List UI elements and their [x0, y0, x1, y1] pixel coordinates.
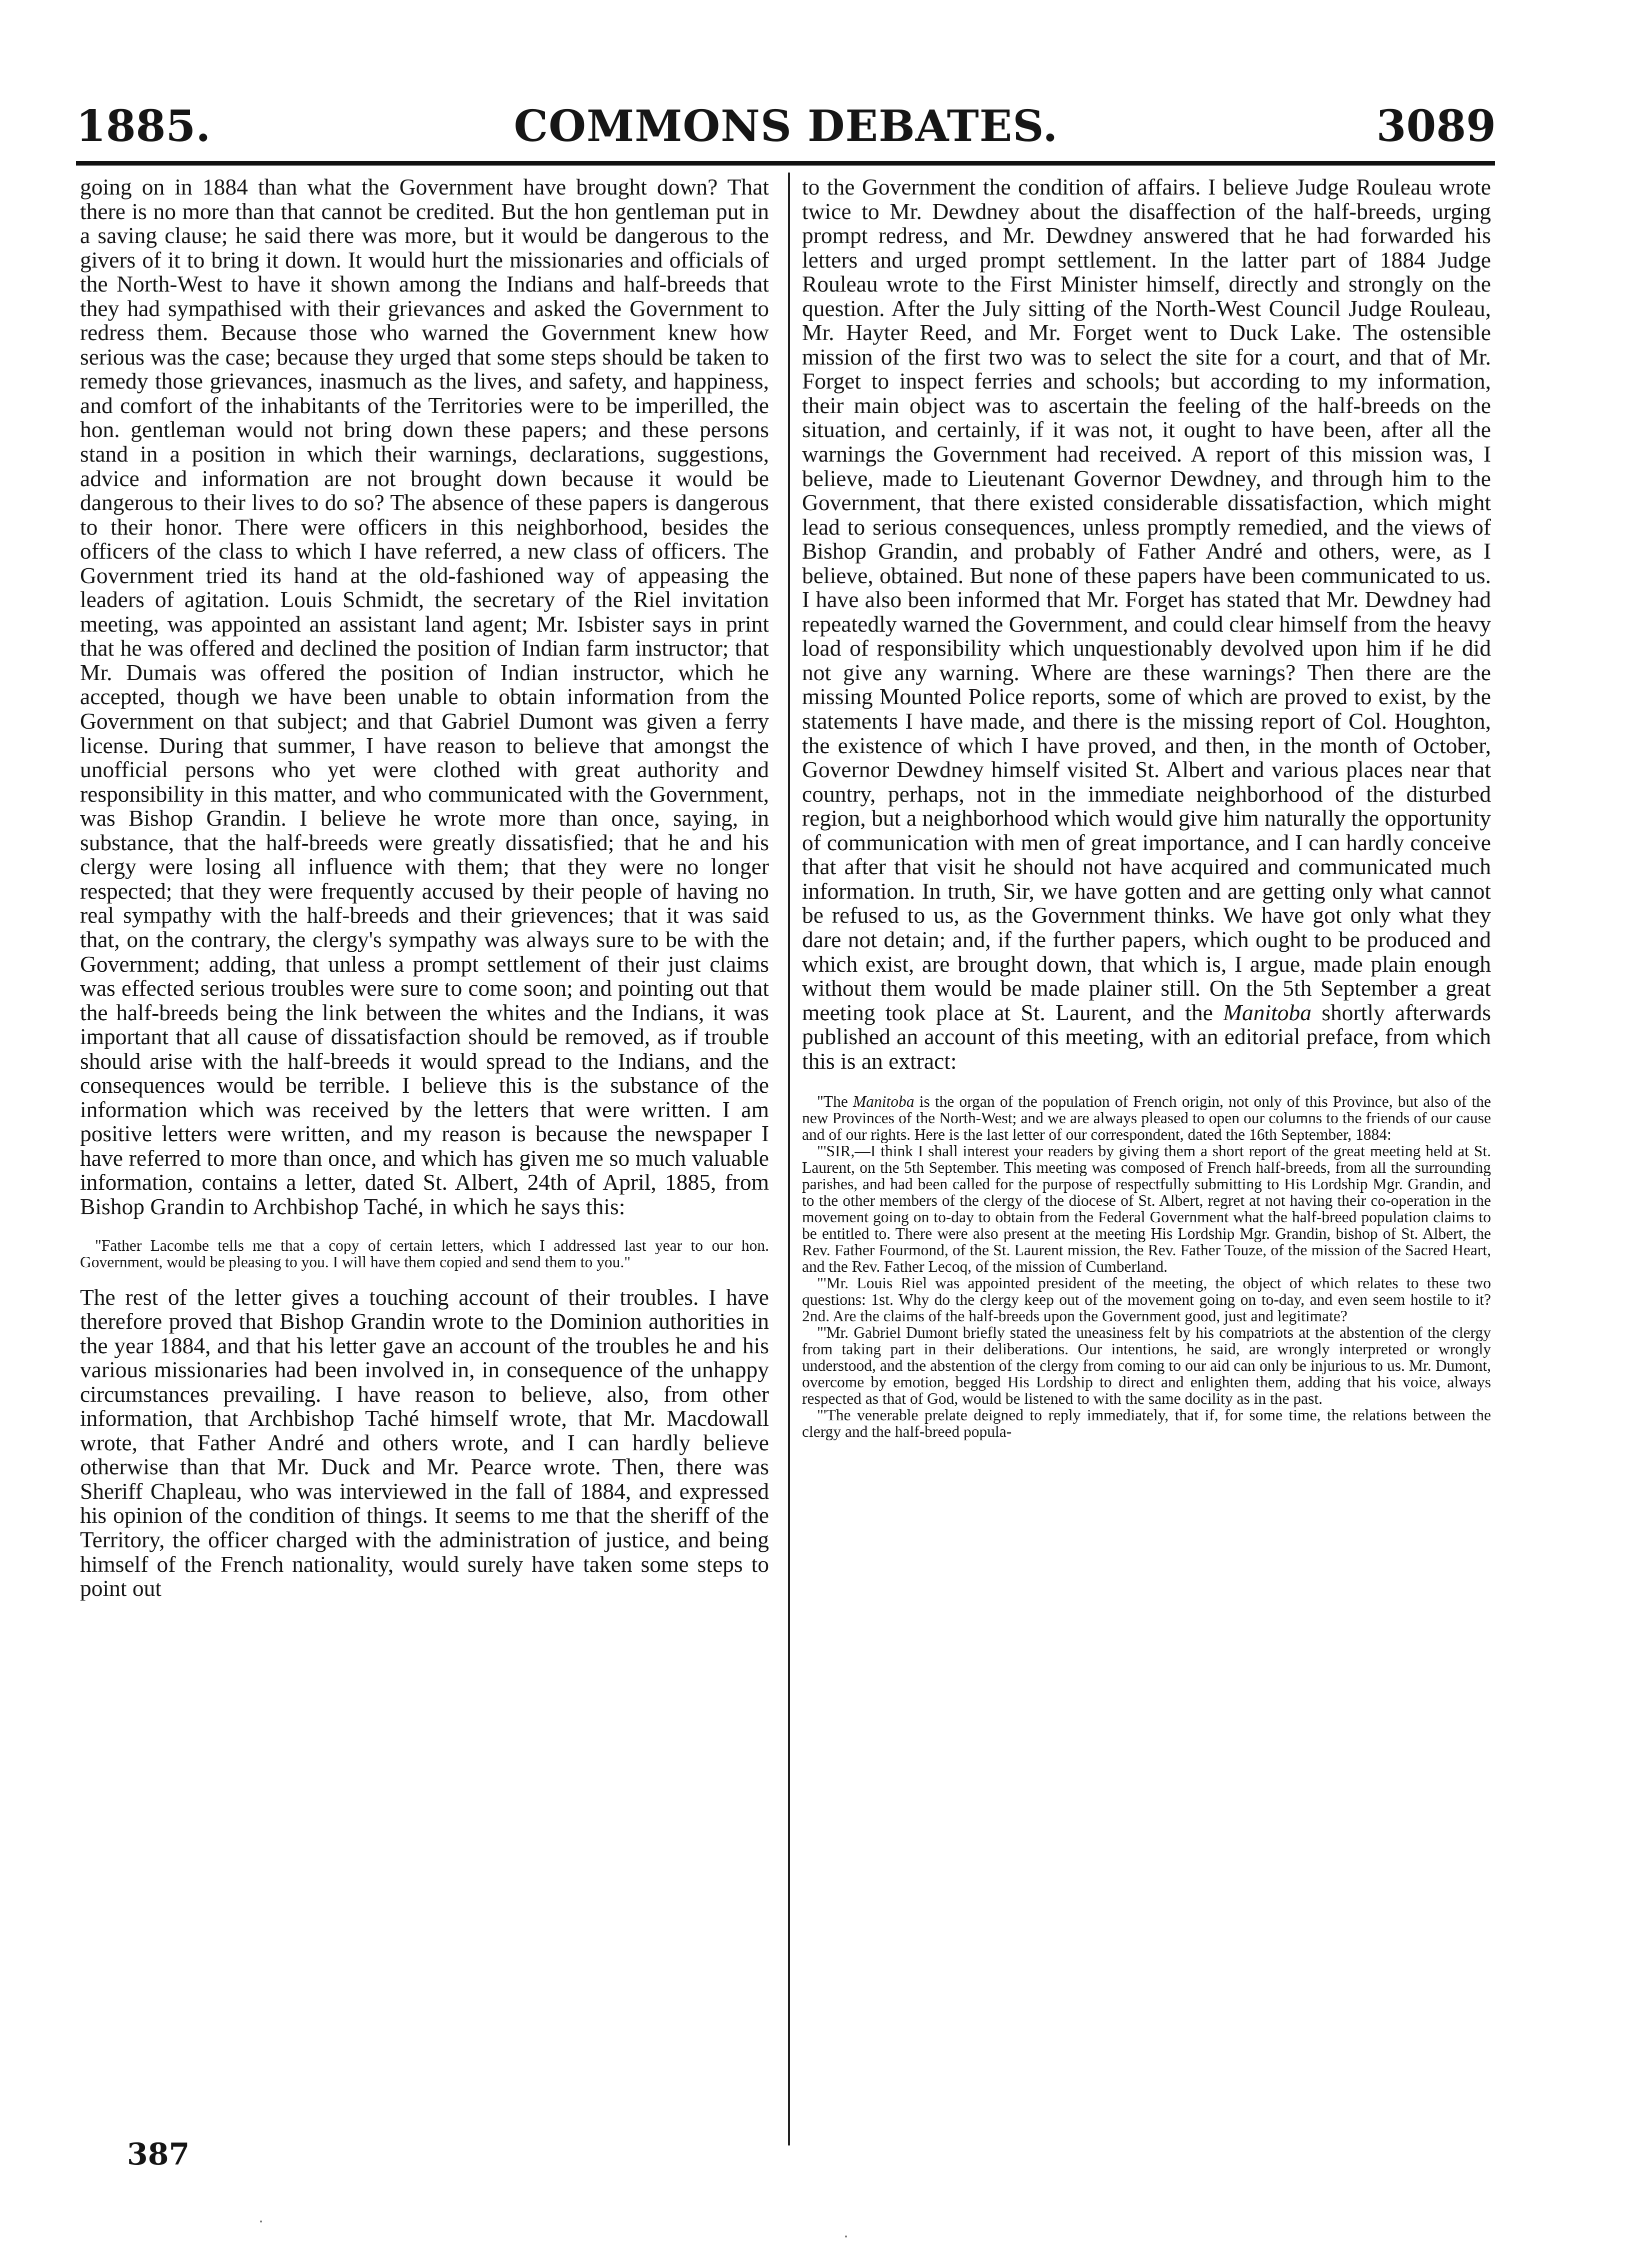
left-quote-block — [80, 1237, 769, 1270]
quote-intro-start: "The — [817, 1093, 848, 1111]
header-year: 1885. — [76, 101, 211, 152]
page-speck — [845, 2235, 847, 2237]
right-paragraph-1-end: shortly afterwards published an account of this meeting, with an editorial preface, from which this is an extract: — [802, 999, 1491, 1074]
quote-newspaper-name: Manitoba — [853, 1093, 914, 1111]
quote-paragraph-4: "'Mr. Gabriel Dumont briefly stated the uneasiness felt by his compatriots at the abstention of the clergy from taking part in their deliberations. Our intentions, he said, are wrongly interpreted or wrongly understood, and the abstention of the clergy from coming to our aid can only be injurious to us. Mr. Dumont, overcome by emotion, begged His Lordship to direct and enlighten them, adding that his voice, always respected as that of God, would be listened to with the same docility as in the past. — [802, 1324, 1491, 1408]
right-quote-block — [802, 1093, 1491, 1440]
left-paragraph-1: going on in 1884 than what the Government have brought down? That there is no more than that cannot be credited. But the hon gentleman put in a saving clause; he said there was more, but it would be dangerous to the givers of it to bring it down. It would hurt the missionaries and officials of the North-West to have it shown among the Indians and half-breeds that they had sympathised with their grievances and asked the Government to redress them. Because those who warned the Government knew how serious was the case; because they urged that some steps should be taken to remedy those grievances, inasmuch as the lives, and safety, and happiness, and comfort of the inhabitants of the Territories were to be imperilled, the hon. gentleman would not bring down these papers; and these persons stand in a position in which their warnings, declarations, suggestions, advice and information are not brought down because it would be dangerous to their lives to do so? The absence of these papers is dangerous to their honor. There were officers in this neighborhood, besides the officers of the class to which I have referred, a new class of officers. The Government tried its hand at the old-fashioned way of appeasing the leaders of agitation. Louis Schmidt, the secretary of the Riel invitation meeting, was appointed an assistant land agent; Mr. Isbister says in print that he was offered and declined the position of Indian farm instructor; that Mr. Dumais was offered the position of Indian instructor, which he accepted, though we have been unable to obtain information from the Government on that subject; and that Gabriel Dumont was given a ferry license. During that summer, I have reason to believe that amongst the unofficial persons who yet were clothed with great authority and responsibility in this matter, and who communicated with the Government, was Bishop Grandin. I believe he wrote more than once, saying, in substance, that the half-breeds were greatly dissatisfied; that he and his clergy were losing all influence with them; that they were no longer respected; that they were frequently accused by their people of having no real sympathy with the half-breeds and their grievences; that it was said that, on the contrary, the clergy's sympathy was always sure to be with the Government; adding, that unless a prompt settlement of their just claims was effected serious troubles were sure to come soon; and pointing out that the half-breeds being the link between the whites and the Indians, it was important that all cause of dissatisfaction should be removed, as if trouble should arise with the half-breeds it would spread to the Indians, and the consequences would be terrible. I believe this is the substance of the information which was received by the letters that were written. I am positive letters were written, and my reason is because the newspaper I have referred to more than once, and which has given me so much valuable information, contains a letter, dated St. Albert, 24th of April, 1885, from Bishop Grandin to Archbishop Taché, in which he says this: — [80, 175, 769, 1219]
right-paragraph-1 — [802, 175, 1491, 1073]
quote-intro — [802, 1093, 1491, 1143]
quote-paragraph-5: "'The venerable prelate deigned to reply immediately, that if, for some time, the relations between the clergy and the half-breed popula- — [802, 1406, 1491, 1441]
newspaper-name: Manitoba — [1223, 999, 1312, 1025]
page-header — [76, 75, 1496, 160]
column-divider — [788, 173, 790, 2145]
quote-intro-end: is the organ of the population of French origin, not only of this Province, but also of the new Provinces of the North-West; and we are always pleased to open our columns to the friends of our cause and of our rights. Here is the last letter of our correspondent, dated the 16th September, 1884: — [802, 1093, 1491, 1144]
left-quote-1: "Father Lacombe tells me that a copy of certain letters, which I addressed last year to our hon. Government, would be pleasing to you. I will have them copied and send them to you." — [80, 1236, 769, 1271]
header-page-number: 3089 — [1376, 101, 1496, 152]
quote-paragraph-3: "'Mr. Louis Riel was appointed president of the meeting, the object of which relates to these two questions: 1st. Why do the clergy keep out of the movement going on to-day, and even seem hostile to it? 2nd. Are the claims of the half-breeds upon the Government good, just and legitimate? — [802, 1274, 1491, 1325]
header-title: COMMONS DEBATES. — [514, 101, 1058, 152]
left-paragraph-2: The rest of the letter gives a touching account of their troubles. I have therefore proved that Bishop Grandin wrote to the Dominion authorities in the year 1884, and that his letter gave an account of the troubles he and his various missionaries had been involved in, in consequence of the unhappy circumstances prevailing. I have reason to believe, also, from other information, that Archbishop Taché himself wrote, that Mr. Macdowall wrote, that Father André and others wrote, and I can hardly believe otherwise than that Mr. Duck and Mr. Pearce wrote. Then, there was Sheriff Chapleau, who was interviewed in the fall of 1884, and expressed his opinion of the condition of things. It seems to me that the sheriff of the Territory, the officer charged with the administration of justice, and being himself of the French nationality, would surely have taken some steps to point out — [80, 1284, 769, 1601]
right-column — [802, 175, 1491, 2145]
right-paragraph-1-text: to the Government the condition of affairs. I believe Judge Rouleau wrote twice to Mr. Dewdney about the disaffection of the half-breeds, urging prompt redress, and Mr. Dewdney answered that he had forwarded his letters and urged prompt settlement. In the latter part of 1884 Judge Rouleau wrote to the First Minister himself, directly and strongly on the question. After the July sitting of the North-West Council Judge Rouleau, Mr. Hayter Reed, and Mr. Forget went to Duck Lake. The ostensible mission of the first two was to select the site for a court, and that of Mr. Forget to inspect ferries and schools; but according to my information, their main object was to ascertain the feeling of the half-breeds on the situation, and certainly, if it was not, it ought to have been, after all the warnings the Government had received. A report of this mission was, I believe, made to Lieutenant Governor Dewdney, and through him to the Government, that there existed considerable dissatisfaction, which might lead to serious consequences, unless promptly remedied, and the views of Bishop Grandin, and probably of Father André and others, were, as I believe, obtained. But none of these papers have been communicated to us. I have also been informed that Mr. Forget has stated that Mr. Dewdney had repeatedly warned the Government, and could clear himself from the heavy load of responsibility which unquestionably devolved upon him if he did not give any warning. Where are these warnings? Then there are the missing Mounted Police reports, some of which are proved to exist, by the statements I have made, and there is the missing report of Col. Houghton, the existence of which I have proved, and then, in the month of October, Governor Dewdney himself visited St. Albert and various places near that country, perhaps, not in the immediate neighborhood of the disturbed region, but a neighborhood which would give him naturally the opportunity of communication with men of great importance, and I can hardly conceive that after that visit he should not have acquired and communicated much information. In truth, Sir, we have gotten and are getting only what cannot be refused to us, as the Government thinks. We have got only what they dare not detain; and, if the further papers, which ought to be produced and which exist, are brought down, that which is, I argue, made plain enough without them would be made plainer still. On the 5th September a great meeting took place at St. Laurent, and the — [802, 175, 1491, 1025]
left-column — [80, 175, 769, 2145]
quote-paragraph-2: "'SIR,—I think I shall interest your readers by giving them a short report of the great meeting held at St. Laurent, on the 5th September. This meeting was composed of French half-breeds, from all the surrounding parishes, and had been called for the purpose of respectfully submitting to His Lordship Mgr. Grandin, and to the other members of the clergy of the diocese of St. Albert, regret at not having their co-operation in the movement going on to-day to obtain from the Federal Government what the half-breed population claims to be entitled to. There were also present at the meeting His Lordship Mgr. Grandin, bishop of St. Albert, the Rev. Father Fourmond, of the St. Laurent mission, the Rev. Father Touze, of the mission of the Sacred Heart, and the Rev. Father Lecoq, of the mission of Cumberland. — [802, 1142, 1491, 1276]
signature-number: 387 — [127, 2137, 190, 2172]
page-speck — [260, 2220, 262, 2222]
header-rule — [76, 161, 1495, 166]
